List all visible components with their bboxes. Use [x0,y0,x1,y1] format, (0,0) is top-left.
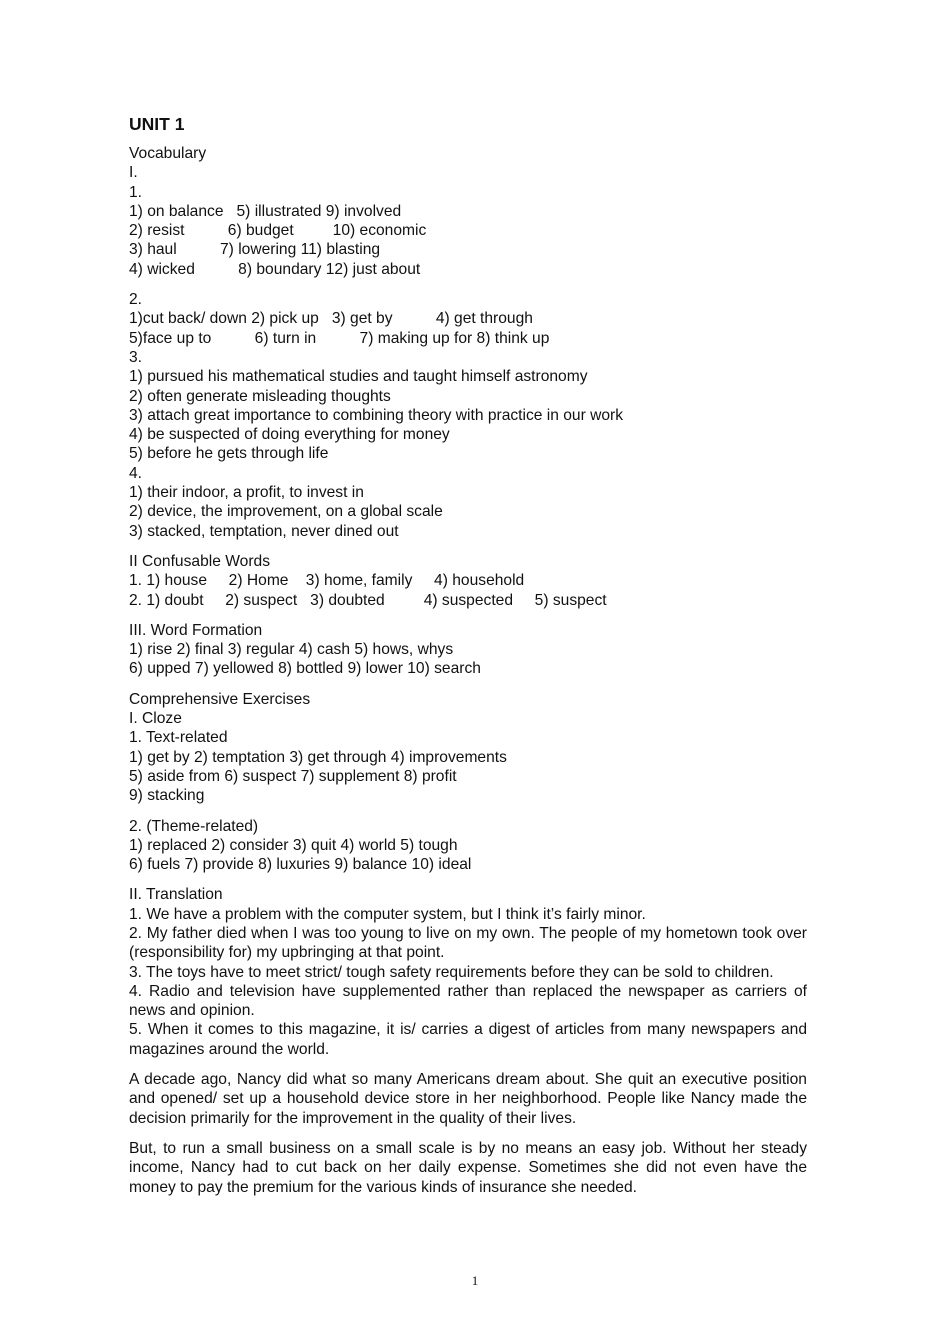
answer-line: 2) device, the improvement, on a global scale [129,503,443,521]
answer-line: 3) attach great importance to combining theory with practice in our work [129,406,624,424]
answer-line: 1. 1) house 2) Home 3) home, family 4) household [129,572,525,590]
answer-line: 6) fuels 7) provide 8) luxuries 9) balance 10) ideal [129,856,472,874]
unit-title: UNIT 1 [129,114,185,134]
subsection-label: 2. (Theme-related) [129,817,259,835]
translation-item: 1. We have a problem with the computer system, but I think it’s fairly minor. [129,905,646,923]
answer-line: 1) rise 2) final 3) regular 4) cash 5) hows, whys [129,641,454,659]
answer-line: 5) aside from 6) suspect 7) supplement 8) profit [129,767,457,785]
answer-line: 3) stacked, temptation, never dined out [129,522,399,540]
answer-line: 2) resist 6) budget 10) economic [129,222,427,240]
section-heading-translation: II. Translation [129,886,223,904]
answer-line: 1) get by 2) temptation 3) get through 4) improvements [129,748,507,766]
answer-line: 1)cut back/ down 2) pick up 3) get by 4) get through [129,310,533,328]
section-heading-comprehensive: Comprehensive Exercises [129,690,311,708]
subsection-label: 1. Text-related [129,729,228,747]
subsection-label: 2. [129,291,143,309]
subsection-label: 1. [129,183,143,201]
answer-line: 5)face up to 6) turn in 7) making up for 8) think up [129,329,550,347]
answer-line: 1) replaced 2) consider 3) quit 4) world 5) tough [129,836,458,854]
part-label: I. Cloze [129,710,182,728]
section-heading-vocabulary: Vocabulary [129,145,207,162]
translation-item: 4. Radio and television have supplemented rather than replaced the newspaper as carriers of news and opinion. [129,982,807,1020]
passage-paragraph: A decade ago, Nancy did what so many Americans dream about. She quit an executive position and opened/ set up a household device store in her neighborhood. People like Nancy made the decision primarily for the improvement in the quality of their lives. [129,1071,807,1127]
passage-paragraph: But, to run a small business on a small scale is by no means an easy job. Without her steady income, Nancy had to cut back on her daily expense. Sometimes she did not even have the money to pay the premium for the various kinds of insurance she needed. [129,1139,807,1196]
translation-item: 2. My father died when I was too young to live on my own. The people of my hometown took over (responsibility for) my upbringing at that point. [129,924,807,962]
answer-line: 4) wicked 8) boundary 12) just about [129,260,421,278]
answer-line: 1) their indoor, a profit, to invest in [129,484,364,502]
answer-line: 2) often generate misleading thoughts [129,387,391,405]
part-label: I. [129,164,138,182]
document-body [129,112,807,1197]
answer-line: 1) pursued his mathematical studies and taught himself astronomy [129,368,588,386]
answer-line: 4) be suspected of doing everything for money [129,426,450,444]
answer-line: 2. 1) doubt 2) suspect 3) doubted 4) suspected 5) suspect [129,591,607,609]
answer-line: 5) before he gets through life [129,445,329,463]
page-number: 1 [471,1273,479,1288]
translation-item: 3. The toys have to meet strict/ tough safety requirements before they can be sold to children. [129,963,774,981]
section-heading-confusable: II Confusable Words [129,552,270,570]
answer-line: 6) upped 7) yellowed 8) bottled 9) lower 10) search [129,660,481,678]
answer-line: 1) on balance 5) illustrated 9) involved [129,202,402,220]
subsection-label: 4. [129,464,143,482]
section-heading-word-formation: III. Word Formation [129,621,263,639]
answer-line: 3) haul 7) lowering 11) blasting [129,241,381,259]
answer-line: 9) stacking [129,787,205,805]
translation-item: 5. When it comes to this magazine, it is/ carries a digest of articles from many newspapers and magazines around the world. [129,1021,807,1058]
subsection-label: 3. [129,348,143,366]
